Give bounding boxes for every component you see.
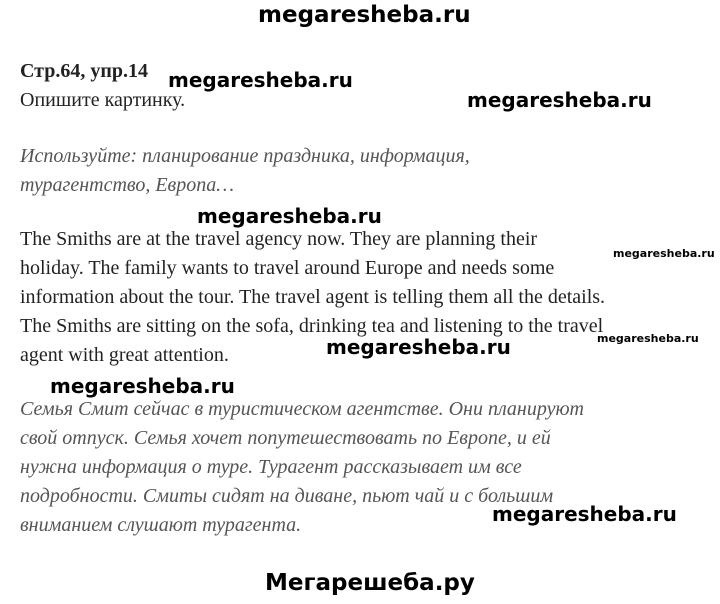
watermark-small: megaresheba.ru (597, 332, 699, 345)
answer-line: information about the tour. The travel agent is telling them all the details. (20, 286, 606, 308)
watermark-footer: Мегарешеба.ру (265, 570, 475, 596)
watermark: megaresheba.ru (467, 88, 652, 112)
exercise-task: Опишите картинку. (20, 89, 186, 111)
hint-text (20, 142, 710, 200)
watermark-top: megaresheba.ru (258, 2, 471, 28)
exercise-title: Стр.64, упр.14 (20, 60, 149, 82)
watermark: megaresheba.ru (50, 374, 235, 398)
answer-english (20, 225, 720, 370)
answer-line: The Smiths are at the travel agency now. They are planning their (20, 228, 538, 250)
answer-russian (20, 395, 720, 540)
translation-line: Семья Смит сейчас в туристическом агентстве. Они планируют (20, 398, 584, 420)
translation-line: вниманием слушают турагента. (20, 514, 302, 536)
answer-line: The Smiths are sitting on the sofa, drinking tea and listening to the travel (20, 315, 604, 337)
translation-line: подробности. Смиты сидят на диване, пьют чай и с большим (20, 485, 554, 507)
watermark: megaresheba.ru (197, 204, 382, 228)
translation-line: нужна информация о туре. Турагент рассказывает им все (20, 456, 522, 478)
watermark: megaresheba.ru (492, 502, 677, 526)
hint-line: турагентство, Европа… (20, 174, 235, 196)
watermark: megaresheba.ru (326, 335, 511, 359)
hint-line: Используйте: планирование праздника, информация, (20, 145, 470, 167)
watermark-small: megaresheba.ru (613, 247, 715, 260)
translation-line: свой отпуск. Семья хочет попутешествовать по Европе, и ей (20, 427, 551, 449)
answer-line: agent with great attention. (20, 344, 229, 366)
watermark: megaresheba.ru (168, 68, 353, 92)
answer-line: holiday. The family wants to travel around Europe and needs some (20, 257, 555, 279)
